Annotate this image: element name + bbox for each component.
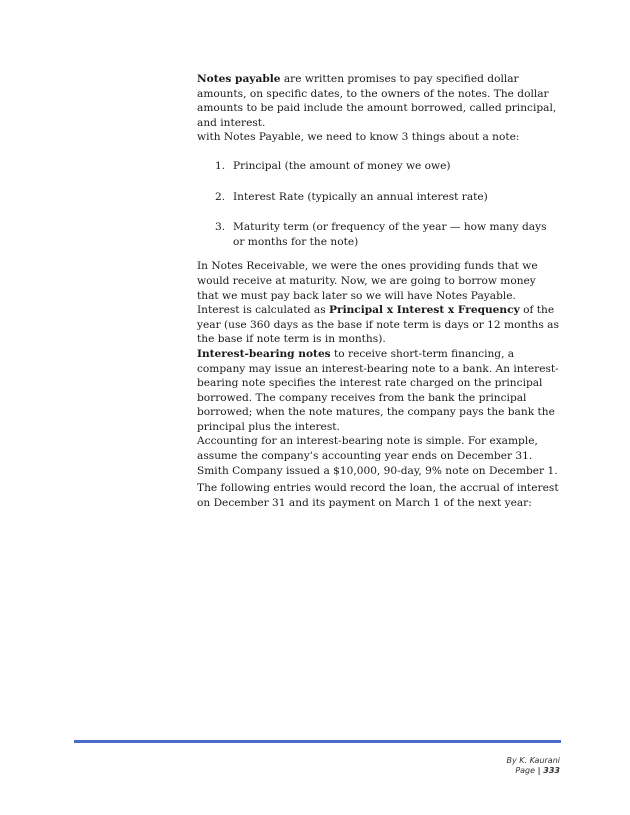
page-content — [197, 72, 559, 510]
list-item-number: 1. — [215, 159, 226, 172]
receivable-text-after: of the year (use 360 days as the base if note term is days or 12 months as the base if note term is in months). — [197, 304, 559, 346]
interest-formula: Principal x Interest x Frequency — [329, 304, 520, 317]
list-item — [197, 159, 559, 174]
footer-page-number — [506, 766, 560, 776]
list-item-number: 3. — [215, 221, 226, 234]
interest-bearing-text: to receive short-term financing, a company may issue an interest-bearing note to a bank. An interest-bearing note specifies the interest rate charged on the principal borrowed. The company receives from the bank the principal borrowed; when the note matures, the company pays the bank the principal plus the interest. — [197, 347, 559, 433]
list-item-text: Principal (the amount of money we owe) — [233, 159, 451, 172]
interest-bearing-term: Interest-bearing notes — [197, 347, 331, 360]
list-item-text: Interest Rate (typically an annual interest rate) — [233, 190, 488, 203]
page-number: 333 — [540, 766, 560, 775]
footer-divider — [74, 740, 561, 743]
notes-payable-term: Notes payable — [197, 73, 281, 85]
note-components-list — [197, 159, 559, 249]
notes-receivable-paragraph — [197, 259, 559, 347]
list-item — [197, 190, 559, 205]
page-separator: | — [537, 766, 541, 775]
page-footer — [506, 756, 560, 776]
notes-payable-definition — [197, 72, 559, 130]
list-item-text: Maturity term (or frequency of the year — how many days or months for the note) — [233, 221, 547, 248]
page-label: Page — [515, 766, 538, 775]
interest-bearing-paragraph — [197, 347, 559, 435]
lead-in-text: with Notes Payable, we need to know 3 things about a note: — [197, 131, 520, 144]
footer-author: By K. Kaurani — [506, 756, 560, 765]
list-item — [197, 220, 559, 249]
notes-payable-definition-text: are written promises to pay specified dollar amounts, on specific dates, to the owners of the notes. The dollar amounts to be paid include the amount borrowed, called principal, and interest. — [197, 73, 557, 129]
accounting-paragraph: Accounting for an interest-bearing note is simple. For example, assume the company’s accounting year ends on December 31. Smith Company issued a $10,000, 90-day, 9% note on December 1. — [197, 435, 558, 477]
receivable-text-before: In Notes Receivable, we were the ones providing funds that we would receive at maturity. Now, we are going to borrow money that we must pay back later so we will have Notes Payable. Interest is calculated as — [197, 260, 538, 317]
list-item-number: 2. — [215, 190, 226, 203]
entries-paragraph: The following entries would record the loan, the accrual of interest on December 31 and its payment on March 1 of the next year: — [197, 482, 559, 509]
